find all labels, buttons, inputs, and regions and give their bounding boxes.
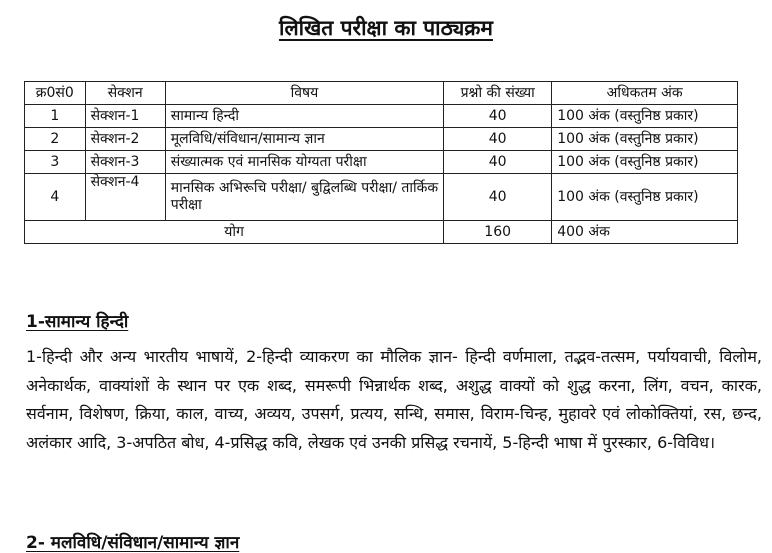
table-row [25, 128, 738, 151]
cell-serial-no: 3 [25, 151, 86, 174]
cell-serial-no: 1 [25, 105, 86, 128]
cell-serial-no: 2 [25, 128, 86, 151]
cell-question-count: 40 [444, 128, 552, 151]
section1-heading: 1-सामान्य हिन्दी [26, 312, 129, 332]
table-total-row [25, 221, 738, 244]
header-question-count: प्रश्नो की संख्या [444, 82, 552, 105]
table-row [25, 174, 738, 221]
section1-body: 1-हिन्दी और अन्य भारतीय भाषायें, 2-हिन्दी व्याकरण का मौलिक ज्ञान- हिन्दी वर्णमाला, तद्भव-तत्सम, पर्यायवाची, विलोम, अनेकार्थक, वाक्यांशों के स्थान पर एक शब्द, समरूपी भिन्नार्थक शब्द, अशुद्ध वाक्यों को शुद्ध करना, लिंग, वचन, कारक, सर्वनाम, विशेषण, क्रिया, काल, वाच्य, अव्यय, उपसर्ग, प्रत्यय, सन्धि, समास, विराम-चिन्ह, मुहावरे एवं लोकोक्तियां, रस, छन्द, अलंकार आदि, 3-अपठित बोध, 4-प्रसिद्ध कवि, लेखक एवं उनकी प्रसिद्ध रचनायें, 5-हिन्दी भाषा में पुरस्कार, 6-विविध। [26, 347, 762, 452]
cell-question-count: 40 [444, 174, 552, 221]
table-row [25, 105, 738, 128]
cell-section: सेक्शन-2 [85, 128, 165, 151]
cell-total-label: योग [25, 221, 444, 244]
cell-section: सेक्शन-4 [85, 174, 165, 221]
header-max-marks: अधिकतम अंक [552, 82, 738, 105]
syllabus-table [24, 81, 738, 244]
cell-question-count: 40 [444, 151, 552, 174]
cell-total-marks: 400 अंक [552, 221, 738, 244]
cell-max-marks: 100 अंक (वस्तुनिष्ठ प्रकार) [552, 174, 738, 221]
cell-max-marks: 100 अंक (वस्तुनिष्ठ प्रकार) [552, 128, 738, 151]
cell-section: सेक्शन-3 [85, 151, 165, 174]
cell-total-questions: 160 [444, 221, 552, 244]
cell-serial-no: 4 [25, 174, 86, 221]
section2-heading: 2- मलविधि/संविधान/सामान्य ज्ञान [26, 533, 240, 553]
header-section: सेक्शन [85, 82, 165, 105]
cell-max-marks: 100 अंक (वस्तुनिष्ठ प्रकार) [552, 105, 738, 128]
header-subject: विषय [165, 82, 443, 105]
cell-question-count: 40 [444, 105, 552, 128]
cell-section: सेक्शन-1 [85, 105, 165, 128]
cell-subject: सामान्य हिन्दी [165, 105, 443, 128]
cell-subject: मूलविधि/संविधान/सामान्य ज्ञान [165, 128, 443, 151]
table-row [25, 151, 738, 174]
cell-subject: संख्यात्मक एवं मानसिक योग्यता परीक्षा [165, 151, 443, 174]
page-title: लिखित परीक्षा का पाठ्यक्रम [279, 16, 493, 40]
cell-max-marks: 100 अंक (वस्तुनिष्ठ प्रकार) [552, 151, 738, 174]
header-serial-no: क्र0सं0 [25, 82, 86, 105]
cell-subject: मानसिक अभिरूचि परीक्षा/ बुद्विलब्धि परीक्षा/ तार्किक परीक्षा [165, 174, 443, 221]
table-header-row [25, 82, 738, 105]
